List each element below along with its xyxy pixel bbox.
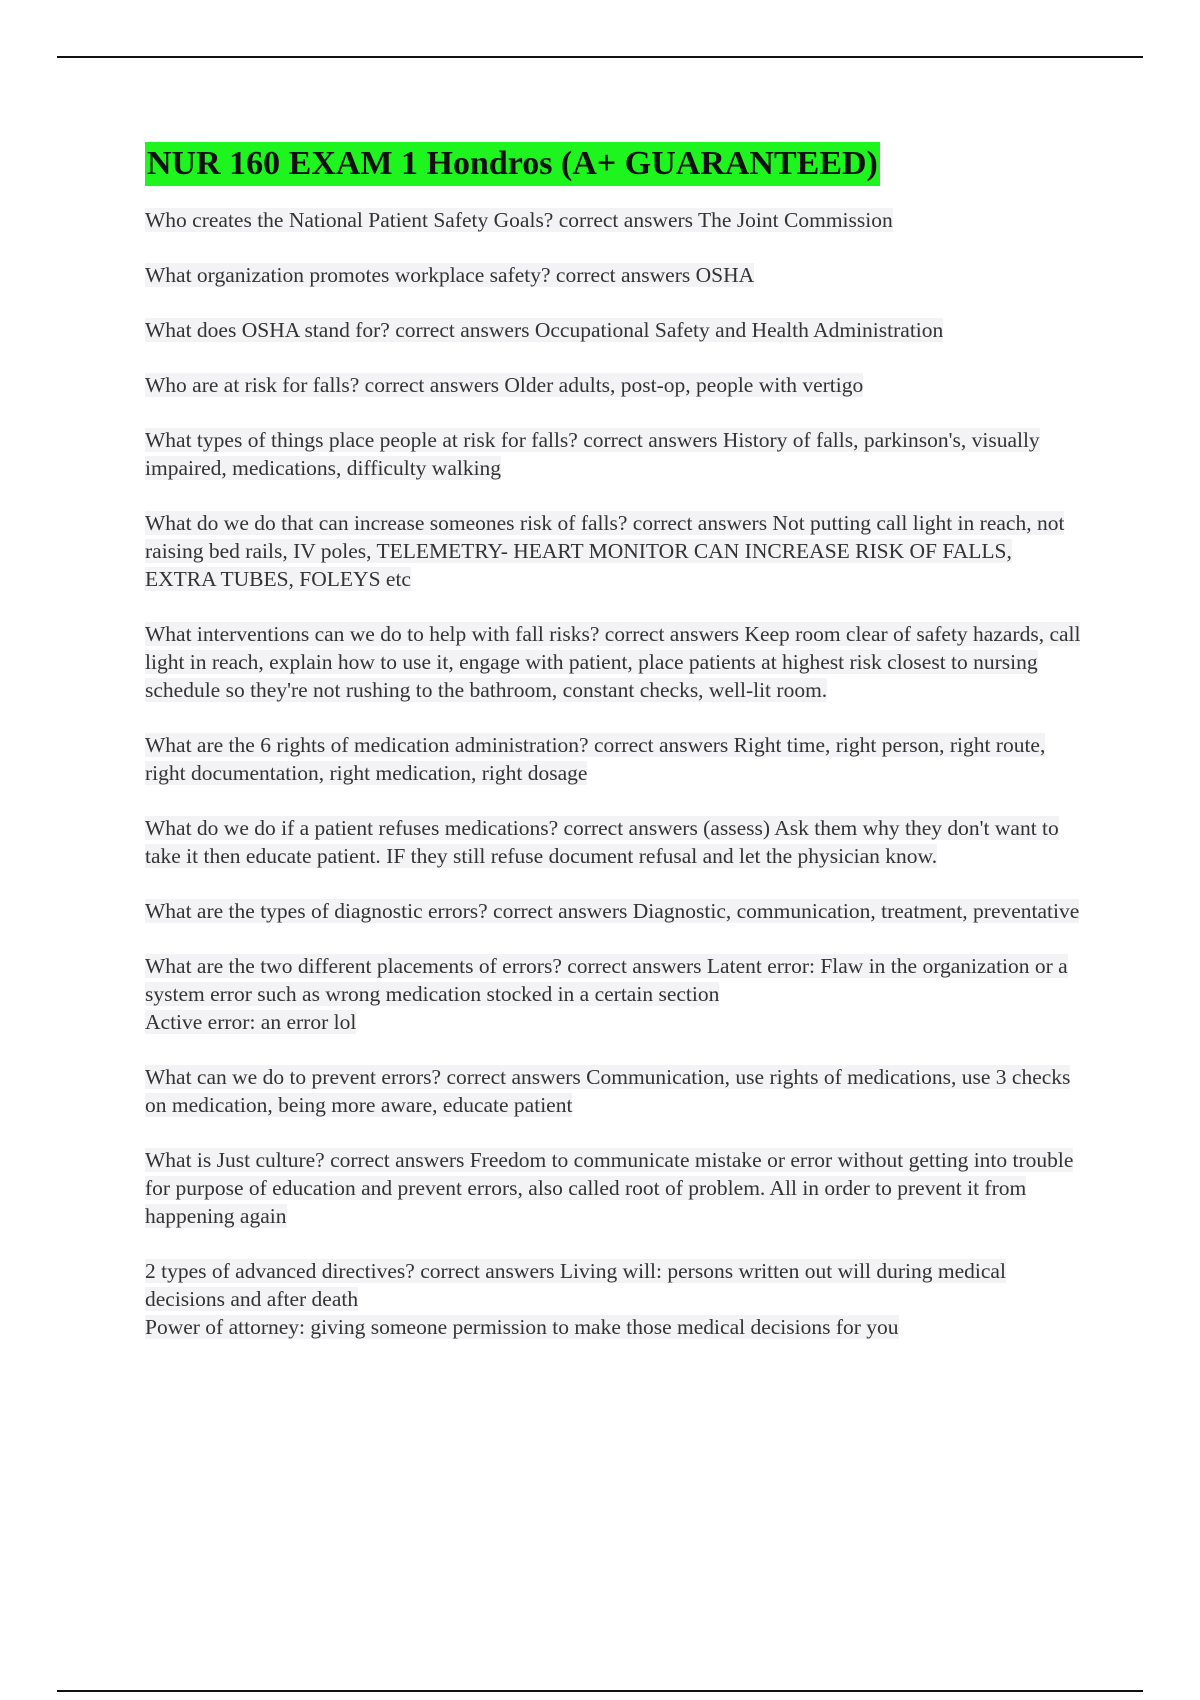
qa-text: What do we do if a patient refuses medications? correct answers (assess) Ask them why they don't want to take it then educate patient. IF they still refuse document refusal and let the physician know. <box>145 816 1059 868</box>
qa-entry <box>145 731 1085 787</box>
qa-text: Who creates the National Patient Safety Goals? correct answers The Joint Commission <box>145 208 893 232</box>
qa-text: What are the 6 rights of medication administration? correct answers Right time, right person, right route, right documentation, right medication, right dosage <box>145 733 1046 785</box>
qa-entry <box>145 952 1085 1036</box>
qa-entry <box>145 1257 1085 1341</box>
qa-entry <box>145 814 1085 870</box>
qa-entry <box>145 620 1085 704</box>
qa-text: What can we do to prevent errors? correct answers Communication, use rights of medications, use 3 checks on medication, being more aware, educate patient <box>145 1065 1071 1117</box>
qa-text: What are the types of diagnostic errors? correct answers Diagnostic, communication, treatment, preventative <box>145 899 1080 923</box>
qa-entry <box>145 1063 1085 1119</box>
qa-entry <box>145 371 1085 399</box>
qa-text: What are the two different placements of errors? correct answers Latent error: Flaw in the organization or a system error such as wrong medication stocked in a certain section Active error: an error lol <box>145 954 1068 1034</box>
qa-text: What organization promotes workplace safety? correct answers OSHA <box>145 263 755 287</box>
qa-list <box>145 206 1085 1341</box>
document-title: NUR 160 EXAM 1 Hondros (A+ GUARANTEED) <box>145 142 880 186</box>
qa-text: What is Just culture? correct answers Freedom to communicate mistake or error without getting into trouble for purpose of education and prevent errors, also called root of problem. All in order to prevent it from happening again <box>145 1148 1074 1228</box>
qa-entry <box>145 261 1085 289</box>
qa-entry <box>145 897 1085 925</box>
header-rule <box>57 56 1143 58</box>
qa-entry <box>145 509 1085 593</box>
qa-entry <box>145 206 1085 234</box>
qa-entry <box>145 426 1085 482</box>
qa-text: What interventions can we do to help with fall risks? correct answers Keep room clear of safety hazards, call light in reach, explain how to use it, engage with patient, place patients at highest risk closest to nursing schedule so they're not rushing to the bathroom, constant checks, well-lit room. <box>145 622 1081 702</box>
qa-entry <box>145 316 1085 344</box>
qa-text: What do we do that can increase someones risk of falls? correct answers Not putting call light in reach, not raising bed rails, IV poles, TELEMETRY- HEART MONITOR CAN INCREASE RISK OF FALLS, EXTRA TUBES, FOLEYS etc <box>145 511 1065 591</box>
footer-rule <box>57 1690 1143 1692</box>
document-body <box>145 142 1085 1368</box>
qa-text: Who are at risk for falls? correct answers Older adults, post-op, people with vertigo <box>145 373 864 397</box>
qa-text: What types of things place people at risk for falls? correct answers History of falls, parkinson's, visually impaired, medications, difficulty walking <box>145 428 1040 480</box>
qa-entry <box>145 1146 1085 1230</box>
qa-text: 2 types of advanced directives? correct answers Living will: persons written out will during medical decisions and after death Power of attorney: giving someone permission to make those medical decisions for you <box>145 1259 1006 1339</box>
qa-text: What does OSHA stand for? correct answers Occupational Safety and Health Administration <box>145 318 944 342</box>
